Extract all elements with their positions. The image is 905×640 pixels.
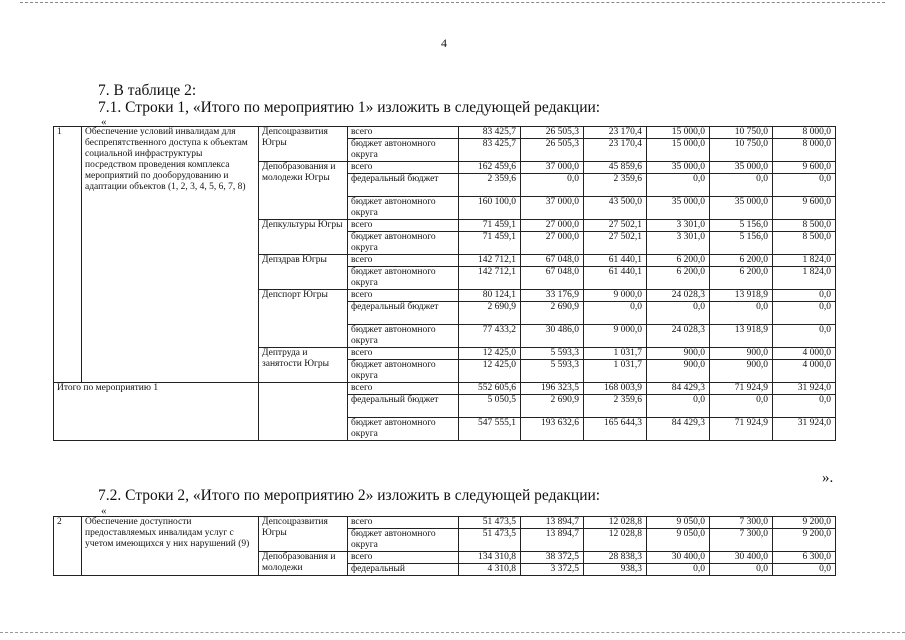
value-cell: 7 300,0 bbox=[710, 517, 773, 529]
value-cell: 30 400,0 bbox=[647, 552, 710, 564]
value-cell: 0,0 bbox=[647, 302, 710, 325]
empty-executor-cell bbox=[259, 383, 348, 441]
value-cell: 0,0 bbox=[710, 395, 773, 418]
open-quote-2: « bbox=[101, 505, 107, 517]
value-cell: 1 031,7 bbox=[584, 360, 647, 383]
page-number: 4 bbox=[441, 36, 447, 50]
value-cell: 24 028,3 bbox=[647, 290, 710, 302]
value-cell: 0,0 bbox=[647, 564, 710, 576]
section-heading: 7. В таблице 2: bbox=[98, 82, 197, 99]
value-cell: 2 359,6 bbox=[584, 174, 647, 197]
value-cell: 15 000,0 bbox=[647, 139, 710, 162]
value-cell: 547 555,1 bbox=[459, 418, 521, 441]
value-cell: 900,0 bbox=[647, 360, 710, 383]
value-cell: 2 359,6 bbox=[584, 395, 647, 418]
value-cell: 51 473,5 bbox=[459, 517, 521, 529]
value-cell: 27 000,0 bbox=[521, 220, 584, 232]
value-cell: 134 310,8 bbox=[459, 552, 521, 564]
value-cell: 37 000,0 bbox=[521, 162, 584, 174]
value-cell: 27 502,1 bbox=[584, 220, 647, 232]
value-cell: 0,0 bbox=[710, 302, 773, 325]
value-cell: 8 500,0 bbox=[773, 220, 836, 232]
value-cell: 83 425,7 bbox=[459, 139, 521, 162]
value-cell: 51 473,5 bbox=[459, 529, 521, 552]
measure-name-cell: Обеспечение условий инвалидам для беспрепятственного доступа к объектам социальной инфраструктуры посредством проведения комплекса мероприятий по дооборудованию и адаптации объектов (1, 2, 3, 4, 5, 6, 7, 8) bbox=[82, 127, 259, 383]
value-cell: 84 429,3 bbox=[647, 418, 710, 441]
executor-cell: Депсоцразвития Югры bbox=[259, 127, 348, 162]
funding-source-cell: федеральный бюджет bbox=[348, 395, 459, 418]
value-cell: 7 300,0 bbox=[710, 529, 773, 552]
table-row bbox=[54, 127, 836, 139]
value-cell: 196 323,5 bbox=[521, 383, 584, 395]
value-cell: 1 031,7 bbox=[584, 348, 647, 360]
row-number-cell: 2 bbox=[54, 517, 82, 576]
value-cell: 43 500,0 bbox=[584, 197, 647, 220]
value-cell: 26 505,3 bbox=[521, 139, 584, 162]
value-cell: 0,0 bbox=[710, 564, 773, 576]
value-cell: 4 000,0 bbox=[773, 360, 836, 383]
value-cell: 15 000,0 bbox=[647, 127, 710, 139]
value-cell: 900,0 bbox=[710, 360, 773, 383]
value-cell: 23 170,4 bbox=[584, 139, 647, 162]
value-cell: 35 000,0 bbox=[710, 162, 773, 174]
value-cell: 61 440,1 bbox=[584, 267, 647, 290]
value-cell: 6 200,0 bbox=[647, 267, 710, 290]
value-cell: 0,0 bbox=[710, 174, 773, 197]
executor-cell: Депкультуры Югры bbox=[259, 220, 348, 255]
executor-cell: Депспорт Югры bbox=[259, 290, 348, 348]
value-cell: 3 372,5 bbox=[521, 564, 584, 576]
funding-source-cell: всего bbox=[348, 383, 459, 395]
value-cell: 31 924,0 bbox=[773, 418, 836, 441]
value-cell: 9 000,0 bbox=[584, 325, 647, 348]
value-cell: 552 605,6 bbox=[459, 383, 521, 395]
value-cell: 83 425,7 bbox=[459, 127, 521, 139]
value-cell: 13 894,7 bbox=[521, 517, 584, 529]
value-cell: 71 924,9 bbox=[710, 383, 773, 395]
funding-source-cell: бюджет автономного округа bbox=[348, 267, 459, 290]
value-cell: 9 050,0 bbox=[647, 517, 710, 529]
value-cell: 30 486,0 bbox=[521, 325, 584, 348]
value-cell: 1 824,0 bbox=[773, 255, 836, 267]
executor-cell: Депсоцразвития Югры bbox=[259, 517, 348, 552]
value-cell: 938,3 bbox=[584, 564, 647, 576]
funding-source-cell: бюджет автономного округа bbox=[348, 360, 459, 383]
value-cell: 0,0 bbox=[773, 325, 836, 348]
value-cell: 6 200,0 bbox=[710, 267, 773, 290]
value-cell: 0,0 bbox=[773, 290, 836, 302]
value-cell: 2 690,9 bbox=[459, 302, 521, 325]
value-cell: 45 859,6 bbox=[584, 162, 647, 174]
value-cell: 5 050,5 bbox=[459, 395, 521, 418]
value-cell: 2 359,6 bbox=[459, 174, 521, 197]
funding-source-cell: бюджет автономного округа bbox=[348, 325, 459, 348]
funding-source-cell: бюджет автономного округа bbox=[348, 139, 459, 162]
value-cell: 71 459,1 bbox=[459, 220, 521, 232]
value-cell: 0,0 bbox=[647, 395, 710, 418]
funding-source-cell: бюджет автономного округа bbox=[348, 529, 459, 552]
funding-source-cell: федеральный бюджет bbox=[348, 302, 459, 325]
funding-source-cell: федеральный бюджет bbox=[348, 174, 459, 197]
value-cell: 0,0 bbox=[773, 302, 836, 325]
scan-edge-top bbox=[20, 2, 885, 3]
value-cell: 900,0 bbox=[710, 348, 773, 360]
value-cell: 5 156,0 bbox=[710, 220, 773, 232]
value-cell: 162 459,6 bbox=[459, 162, 521, 174]
table-activity-1 bbox=[53, 126, 836, 441]
value-cell: 0,0 bbox=[584, 302, 647, 325]
heading-7-1: 7.1. Строки 1, «Итого по мероприятию 1» изложить в следующей редакции: bbox=[98, 99, 601, 116]
value-cell: 0,0 bbox=[773, 564, 836, 576]
value-cell: 5 156,0 bbox=[710, 232, 773, 255]
value-cell: 13 894,7 bbox=[521, 529, 584, 552]
funding-source-cell: всего bbox=[348, 348, 459, 360]
value-cell: 12 425,0 bbox=[459, 348, 521, 360]
value-cell: 12 425,0 bbox=[459, 360, 521, 383]
close-quote: ». bbox=[822, 470, 834, 486]
value-cell: 142 712,1 bbox=[459, 255, 521, 267]
value-cell: 5 593,3 bbox=[521, 360, 584, 383]
value-cell: 4 310,8 bbox=[459, 564, 521, 576]
table-activity-2 bbox=[53, 516, 836, 576]
value-cell: 35 000,0 bbox=[647, 162, 710, 174]
value-cell: 2 690,9 bbox=[521, 395, 584, 418]
funding-source-cell: всего bbox=[348, 290, 459, 302]
value-cell: 2 690,9 bbox=[521, 302, 584, 325]
value-cell: 12 028,8 bbox=[584, 517, 647, 529]
value-cell: 71 459,1 bbox=[459, 232, 521, 255]
value-cell: 5 593,3 bbox=[521, 348, 584, 360]
value-cell: 24 028,3 bbox=[647, 325, 710, 348]
value-cell: 13 918,9 bbox=[710, 290, 773, 302]
measure-name-cell: Обеспечение доступности предоставляемых инвалидам услуг с учетом имеющихся у них нарушений (9) bbox=[82, 517, 259, 576]
value-cell: 27 502,1 bbox=[584, 232, 647, 255]
scan-edge-bottom bbox=[0, 632, 905, 633]
value-cell: 0,0 bbox=[521, 174, 584, 197]
value-cell: 8 000,0 bbox=[773, 127, 836, 139]
value-cell: 84 429,3 bbox=[647, 383, 710, 395]
funding-source-cell: всего bbox=[348, 517, 459, 529]
value-cell: 35 000,0 bbox=[710, 197, 773, 220]
value-cell: 160 100,0 bbox=[459, 197, 521, 220]
executor-cell: Депобразования и молодежи bbox=[259, 552, 348, 576]
value-cell: 33 176,9 bbox=[521, 290, 584, 302]
total-row bbox=[54, 383, 836, 395]
total-label-cell: Итого по мероприятию 1 bbox=[54, 383, 259, 441]
funding-source-cell: всего bbox=[348, 255, 459, 267]
value-cell: 9 600,0 bbox=[773, 162, 836, 174]
value-cell: 168 003,9 bbox=[584, 383, 647, 395]
value-cell: 13 918,9 bbox=[710, 325, 773, 348]
value-cell: 3 301,0 bbox=[647, 232, 710, 255]
value-cell: 80 124,1 bbox=[459, 290, 521, 302]
value-cell: 8 500,0 bbox=[773, 232, 836, 255]
funding-source-cell: всего bbox=[348, 552, 459, 564]
value-cell: 38 372,5 bbox=[521, 552, 584, 564]
value-cell: 3 301,0 bbox=[647, 220, 710, 232]
value-cell: 27 000,0 bbox=[521, 232, 584, 255]
value-cell: 28 838,3 bbox=[584, 552, 647, 564]
value-cell: 67 048,0 bbox=[521, 267, 584, 290]
value-cell: 35 000,0 bbox=[647, 197, 710, 220]
value-cell: 61 440,1 bbox=[584, 255, 647, 267]
value-cell: 900,0 bbox=[647, 348, 710, 360]
value-cell: 67 048,0 bbox=[521, 255, 584, 267]
table-row bbox=[54, 517, 836, 529]
heading-7-2: 7.2. Строки 2, «Итого по мероприятию 2» изложить в следующей редакции: bbox=[98, 487, 601, 504]
value-cell: 6 200,0 bbox=[710, 255, 773, 267]
value-cell: 30 400,0 bbox=[710, 552, 773, 564]
funding-source-cell: всего bbox=[348, 127, 459, 139]
value-cell: 9 000,0 bbox=[584, 290, 647, 302]
value-cell: 9 050,0 bbox=[647, 529, 710, 552]
executor-cell: Дептруда и занятости Югры bbox=[259, 348, 348, 383]
value-cell: 23 170,4 bbox=[584, 127, 647, 139]
value-cell: 26 505,3 bbox=[521, 127, 584, 139]
value-cell: 4 000,0 bbox=[773, 348, 836, 360]
funding-source-cell: федеральный bbox=[348, 564, 459, 576]
value-cell: 37 000,0 bbox=[521, 197, 584, 220]
value-cell: 8 000,0 bbox=[773, 139, 836, 162]
value-cell: 71 924,9 bbox=[710, 418, 773, 441]
value-cell: 6 300,0 bbox=[773, 552, 836, 564]
row-number-cell: 1 bbox=[54, 127, 82, 383]
funding-source-cell: всего bbox=[348, 220, 459, 232]
funding-source-cell: бюджет автономного округа bbox=[348, 418, 459, 441]
value-cell: 1 824,0 bbox=[773, 267, 836, 290]
value-cell: 10 750,0 bbox=[710, 139, 773, 162]
value-cell: 9 600,0 bbox=[773, 197, 836, 220]
value-cell: 165 644,3 bbox=[584, 418, 647, 441]
funding-source-cell: бюджет автономного округа bbox=[348, 197, 459, 220]
value-cell: 10 750,0 bbox=[710, 127, 773, 139]
open-quote-1: « bbox=[101, 116, 107, 128]
value-cell: 12 028,8 bbox=[584, 529, 647, 552]
value-cell: 0,0 bbox=[773, 174, 836, 197]
value-cell: 6 200,0 bbox=[647, 255, 710, 267]
value-cell: 0,0 bbox=[773, 395, 836, 418]
funding-source-cell: всего bbox=[348, 162, 459, 174]
value-cell: 142 712,1 bbox=[459, 267, 521, 290]
funding-source-cell: бюджет автономного округа bbox=[348, 232, 459, 255]
executor-cell: Депобразования и молодежи Югры bbox=[259, 162, 348, 220]
value-cell: 0,0 bbox=[647, 174, 710, 197]
value-cell: 193 632,6 bbox=[521, 418, 584, 441]
value-cell: 9 200,0 bbox=[773, 529, 836, 552]
executor-cell: Депздрав Югры bbox=[259, 255, 348, 290]
value-cell: 9 200,0 bbox=[773, 517, 836, 529]
value-cell: 77 433,2 bbox=[459, 325, 521, 348]
value-cell: 31 924,0 bbox=[773, 383, 836, 395]
